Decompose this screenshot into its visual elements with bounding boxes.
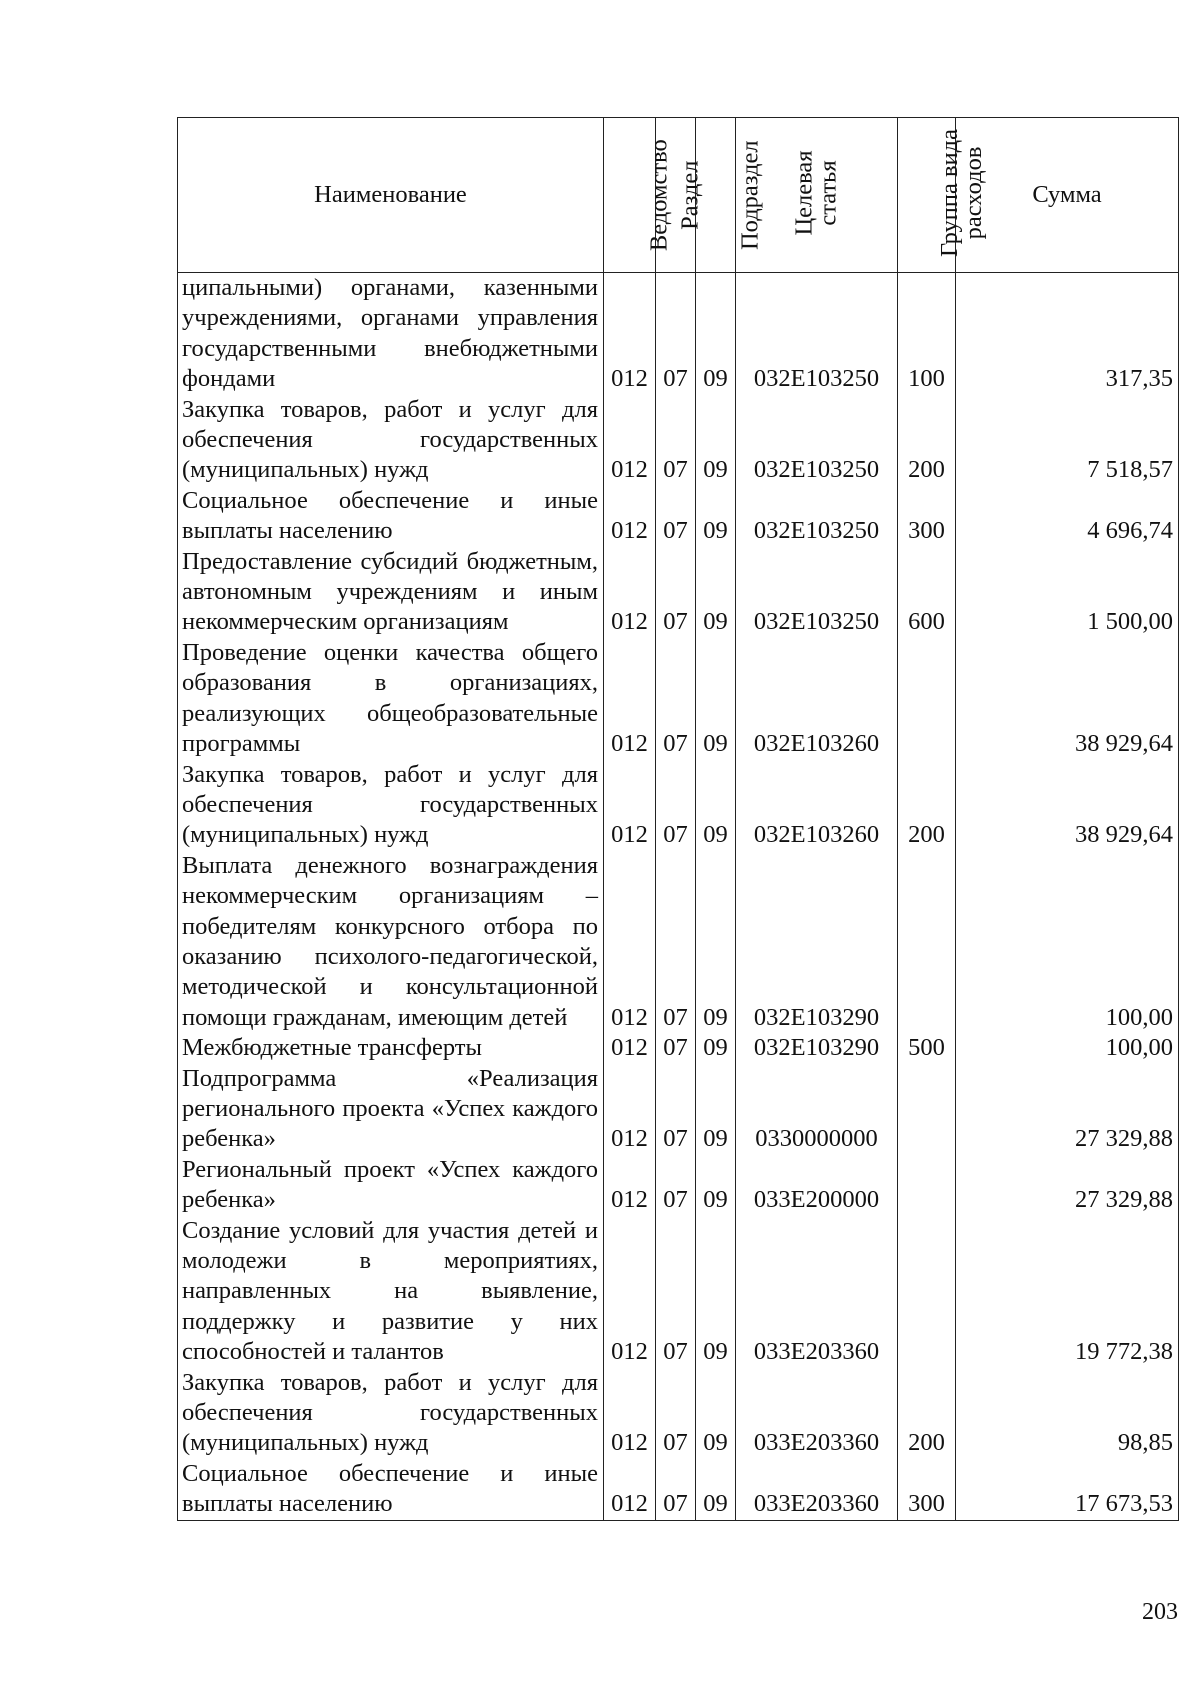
row-sum: 7 518,57 — [956, 395, 1179, 486]
row-name: Межбюджетные трансферты — [178, 1033, 604, 1063]
row-vedomstvo: 012 — [604, 1216, 656, 1368]
row-target-article: 032Е103290 — [736, 851, 898, 1033]
row-vedomstvo: 012 — [604, 273, 656, 395]
row-razdel: 07 — [656, 1155, 696, 1216]
row-podrazdel: 09 — [696, 1155, 736, 1216]
row-target-article: 033Е203360 — [736, 1368, 898, 1459]
row-name: Создание условий для участия детей и молодежи в мероприятиях, направленных на выявление, поддержку и развитие у них способностей и талантов — [178, 1216, 604, 1368]
row-sum: 38 929,64 — [956, 638, 1179, 760]
row-vedomstvo: 012 — [604, 1368, 656, 1459]
header-podrazdel: Подраздел — [696, 118, 736, 273]
row-target-article: 032Е103250 — [736, 395, 898, 486]
row-podrazdel: 09 — [696, 1216, 736, 1368]
row-sum: 27 329,88 — [956, 1155, 1179, 1216]
row-podrazdel: 09 — [696, 486, 736, 547]
row-razdel: 07 — [656, 273, 696, 395]
row-vedomstvo: 012 — [604, 395, 656, 486]
table-row — [178, 1368, 1179, 1459]
row-razdel: 07 — [656, 1216, 696, 1368]
row-target-article: 033Е203360 — [736, 1216, 898, 1368]
table-row — [178, 638, 1179, 760]
row-target-article: 032Е103250 — [736, 486, 898, 547]
page-number: 203 — [1142, 1599, 1178, 1625]
row-sum: 27 329,88 — [956, 1064, 1179, 1155]
row-name: Социальное обеспечение и иные выплаты населению — [178, 486, 604, 547]
header-sum: Сумма — [956, 118, 1179, 273]
row-expense-group: 200 — [898, 1368, 956, 1459]
row-name: Проведение оценки качества общего образования в организациях, реализующих общеобразовательные программы — [178, 638, 604, 760]
row-razdel: 07 — [656, 486, 696, 547]
row-vedomstvo: 012 — [604, 1459, 656, 1520]
table-row — [178, 760, 1179, 851]
row-target-article: 032Е103250 — [736, 547, 898, 638]
row-vedomstvo: 012 — [604, 1155, 656, 1216]
row-razdel: 07 — [656, 395, 696, 486]
table-body — [178, 273, 1179, 1521]
row-expense-group: 200 — [898, 395, 956, 486]
table-row — [178, 1216, 1179, 1368]
row-podrazdel: 09 — [696, 1064, 736, 1155]
row-expense-group — [898, 851, 956, 1033]
row-expense-group: 600 — [898, 547, 956, 638]
row-vedomstvo: 012 — [604, 760, 656, 851]
row-sum: 317,35 — [956, 273, 1179, 395]
row-sum: 100,00 — [956, 1033, 1179, 1063]
table-row — [178, 395, 1179, 486]
row-sum: 38 929,64 — [956, 760, 1179, 851]
row-target-article: 032Е103290 — [736, 1033, 898, 1063]
row-name: Закупка товаров, работ и услуг для обеспечения государственных (муниципальных) нужд — [178, 1368, 604, 1459]
row-vedomstvo: 012 — [604, 638, 656, 760]
budget-table — [177, 117, 1179, 1521]
row-razdel: 07 — [656, 547, 696, 638]
row-razdel: 07 — [656, 760, 696, 851]
row-name: Закупка товаров, работ и услуг для обеспечения государственных (муниципальных) нужд — [178, 760, 604, 851]
table-row — [178, 547, 1179, 638]
row-expense-group — [898, 1155, 956, 1216]
row-razdel: 07 — [656, 1368, 696, 1459]
table-row — [178, 1459, 1179, 1520]
row-target-article: 033Е200000 — [736, 1155, 898, 1216]
row-target-article: 0330000000 — [736, 1064, 898, 1155]
row-target-article: 032Е103260 — [736, 638, 898, 760]
row-razdel: 07 — [656, 851, 696, 1033]
row-expense-group: 500 — [898, 1033, 956, 1063]
row-podrazdel: 09 — [696, 851, 736, 1033]
row-expense-group: 300 — [898, 1459, 956, 1520]
row-target-article: 032Е103250 — [736, 273, 898, 395]
row-vedomstvo: 012 — [604, 851, 656, 1033]
row-razdel: 07 — [656, 1033, 696, 1063]
row-vedomstvo: 012 — [604, 1033, 656, 1063]
row-expense-group: 300 — [898, 486, 956, 547]
row-sum: 100,00 — [956, 851, 1179, 1033]
row-name: ципальными) органами, казенными учреждениями, органами управления государственными внебюджетными фондами — [178, 273, 604, 395]
table-row — [178, 273, 1179, 395]
row-sum: 1 500,00 — [956, 547, 1179, 638]
row-podrazdel: 09 — [696, 547, 736, 638]
row-sum: 4 696,74 — [956, 486, 1179, 547]
table-row — [178, 1155, 1179, 1216]
row-vedomstvo: 012 — [604, 1064, 656, 1155]
table-row — [178, 486, 1179, 547]
row-name: Предоставление субсидий бюджетным, автономным учреждениям и иным некоммерческим организациям — [178, 547, 604, 638]
header-name: Наименование — [178, 118, 604, 273]
row-podrazdel: 09 — [696, 1368, 736, 1459]
row-vedomstvo: 012 — [604, 547, 656, 638]
row-expense-group — [898, 1064, 956, 1155]
row-sum: 19 772,38 — [956, 1216, 1179, 1368]
row-razdel: 07 — [656, 638, 696, 760]
header-vedomstvo: Ведомство — [604, 118, 656, 273]
row-expense-group — [898, 638, 956, 760]
row-vedomstvo: 012 — [604, 486, 656, 547]
table-row — [178, 851, 1179, 1033]
row-name: Выплата денежного вознаграждения некоммерческим организациям – победителям конкурсного отбора по оказанию психолого-педагогической, методической и консультационной помощи гражданам, имеющим детей — [178, 851, 604, 1033]
row-razdel: 07 — [656, 1064, 696, 1155]
row-expense-group: 200 — [898, 760, 956, 851]
row-sum: 98,85 — [956, 1368, 1179, 1459]
header-expense-group: Группа вида расходов — [898, 118, 956, 273]
row-podrazdel: 09 — [696, 1033, 736, 1063]
row-name: Социальное обеспечение и иные выплаты населению — [178, 1459, 604, 1520]
row-target-article: 032Е103260 — [736, 760, 898, 851]
row-podrazdel: 09 — [696, 395, 736, 486]
row-podrazdel: 09 — [696, 273, 736, 395]
table-row — [178, 1033, 1179, 1063]
row-razdel: 07 — [656, 1459, 696, 1520]
table-header — [178, 118, 1179, 273]
row-podrazdel: 09 — [696, 1459, 736, 1520]
row-sum: 17 673,53 — [956, 1459, 1179, 1520]
row-target-article: 033Е203360 — [736, 1459, 898, 1520]
table-row — [178, 1064, 1179, 1155]
row-expense-group — [898, 1216, 956, 1368]
header-target-article: Целевая статья — [736, 118, 898, 273]
row-name: Закупка товаров, работ и услуг для обеспечения государственных (муниципальных) нужд — [178, 395, 604, 486]
header-razdel: Раздел — [656, 118, 696, 273]
row-name: Региональный проект «Успех каждого ребенка» — [178, 1155, 604, 1216]
row-podrazdel: 09 — [696, 760, 736, 851]
row-podrazdel: 09 — [696, 638, 736, 760]
row-expense-group: 100 — [898, 273, 956, 395]
row-name: Подпрограмма «Реализация регионального проекта «Успех каждого ребенка» — [178, 1064, 604, 1155]
